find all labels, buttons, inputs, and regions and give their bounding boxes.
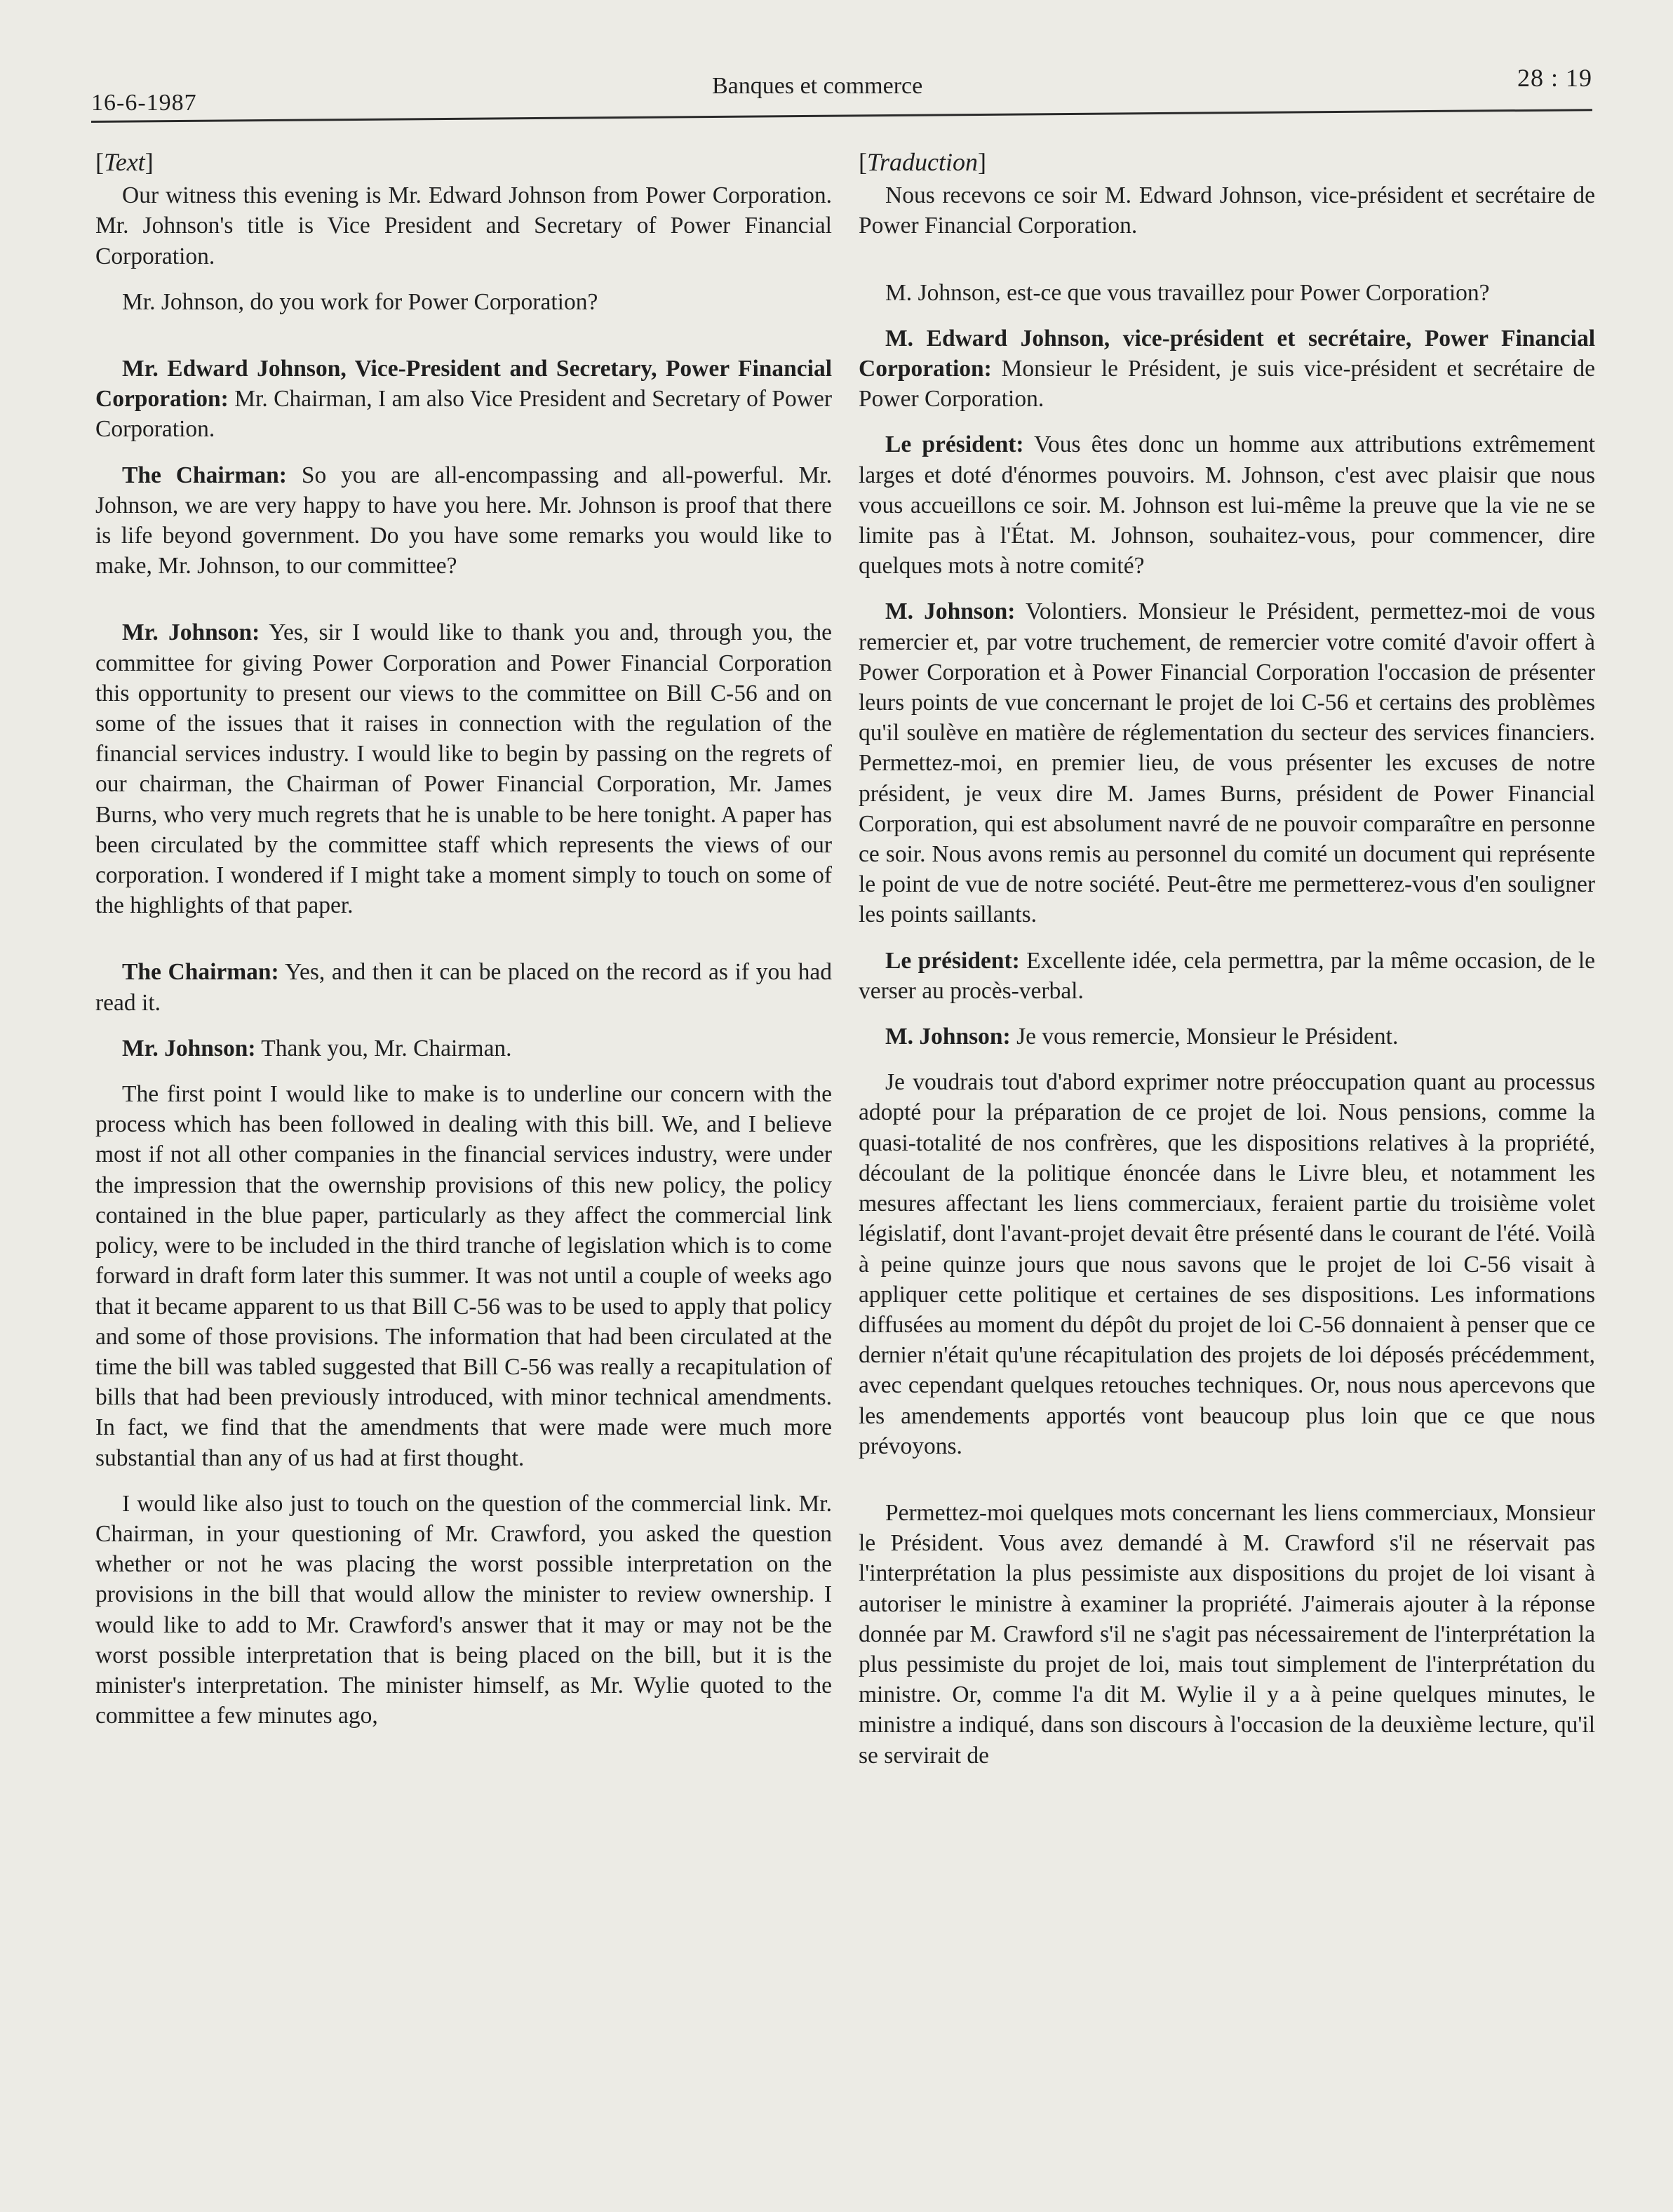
header-title: Banques et commerce: [712, 73, 923, 99]
paragraph: Mr. Johnson, do you work for Power Corporation?: [122, 288, 598, 315]
paragraph: The first point I would like to make is to underline our concern with the process which has been followed in dealing with this bill. We, and I believe most if not all other companies in the financial services industry, were under the impression that the owernship provisions of this new policy, the policy contained in the blue paper, particularly as they affect the commercial link policy, were to be included in the third tranche of legislation which is to come forward in draft form later this summer. It was not until a couple of weeks ago that it became apparent to us that Bill C-56 was to be used to apply that policy and some of those provisions. The information that had been circulated at the time the bill was tabled suggested that Bill C-56 was really a recapitulation of bills that had been previously introduced, with minor technical amendments. In fact, we find that the amendments that were made were much more substantial than any of us had at first thought.: [95, 1081, 832, 1471]
speaker-name: M. Edward Johnson, vice-président et secrétaire, Power Financial Corporation:: [859, 325, 1595, 382]
paragraph: The Chairman: So you are all-encompassing and all-powerful. Mr. Johnson, we are very happy to have you here. Mr. Johnson is proof that there is life beyond government. Do you have some remarks you would like to make, Mr. Johnson, to our committee?: [95, 462, 832, 579]
speaker-name: M. Johnson:: [885, 1024, 1011, 1050]
column-tag-traduction: [Traduction]: [859, 148, 987, 176]
paragraph: Je voudrais tout d'abord exprimer notre préoccupation quant au processus adopté pour la préparation de ce projet de loi. Nous pensions, comme la quasi-totalité de nos confrères, que les dispositions relatives à la propriété, découlant de la politique énoncée dans le Livre bleu, et notamment les mesures affectant les liens commerciaux, feraient partie du troisième volet législatif, dont l'avant-projet devait être présenté dans le courant de l'été. Voilà à peine quinze jours que nous savons que le projet de loi C-56 visait à appliquer cette politique et certaines de ses dispositions. Les informations diffusées au moment du dépôt du projet de loi C-56 donnaient à penser que ce dernier n'était qu'une récapitulation des projets de loi déposés précédemment, avec cependant quelques retouches techniques. Or, nous nous apercevons que les amendements apportés vont beaucoup plus loin que ce que nous prévoyons.: [859, 1069, 1595, 1459]
speaker-name: Le président:: [885, 947, 1020, 974]
column-tag-text: [Text]: [95, 148, 154, 176]
speaker-name: Le président:: [885, 431, 1024, 458]
header-date: 16-6-1987: [91, 90, 197, 116]
paragraph: Mr. Johnson: Yes, sir I would like to thank you and, through you, the committee for giving Power Corporation and Power Financial Corporation this opportunity to present our views to the committee on Bill C-56 and on some of the issues that it raises in connection with the regulation of the financial services industry. I would like to begin by passing on the regrets of our chairman, the Chairman of Power Financial Corporation, Mr. James Burns, who very much regrets that he is unable to be here tonight. A paper has been circulated by the committee staff which represents the views of our corporation. I wondered if I might take a moment simply to touch on some of the highlights of that paper.: [95, 619, 832, 919]
speaker-name: Mr. Johnson:: [122, 1035, 256, 1061]
speaker-name: M. Johnson:: [885, 598, 1016, 625]
speaker-name: The Chairman:: [122, 462, 287, 488]
paragraph: M. Edward Johnson, vice-président et secrétaire, Power Financial Corporation: Monsieur le Président, je suis vice-président et secrétaire de Power Corporation.: [859, 325, 1595, 413]
paragraph: The Chairman: Yes, and then it can be placed on the record as if you had read it.: [95, 959, 832, 1016]
paragraph: Mr. Johnson: Thank you, Mr. Chairman.: [122, 1035, 512, 1061]
paragraph: Le président: Vous êtes donc un homme aux attributions extrêmement larges et doté d'énormes pouvoirs. M. Johnson, c'est avec plaisir que nous vous accueillons ce soir. M. Johnson est lui-même la preuve que la vie ne se limite pas à l'État. M. Johnson, souhaitez-vous, pour commencer, dire quelques mots à notre comité?: [859, 431, 1595, 579]
english-column: [95, 147, 832, 1746]
paragraph: Mr. Edward Johnson, Vice-President and Secretary, Power Financial Corporation: Mr. Chairman, I am also Vice President and Secretary of Power Corporation.: [95, 356, 833, 443]
speaker-name: Mr. Edward Johnson, Vice-President and Secretary, Power Financial Corporation:: [95, 356, 832, 413]
paragraph: Le président: Excellente idée, cela permettra, par la même occasion, de le verser au procès-verbal.: [859, 947, 1595, 1004]
paragraph: M. Johnson, est-ce que vous travaillez pour Power Corporation?: [885, 279, 1490, 306]
paragraph: I would like also just to touch on the question of the commercial link. Mr. Chairman, in your questioning of Mr. Crawford, you asked the question whether or not he was placing the worst possible interpretation on the provisions in the bill that would allow the minister to review ownership. I would like to add to Mr. Crawford's answer that it may or may not be the worst possible interpretation that is being placed on the bill, but it is the minister's interpretation. The minister himself, as Mr. Wylie quoted to the committee a few minutes ago,: [95, 1490, 832, 1729]
header-rule: [91, 109, 1592, 123]
speaker-name: The Chairman:: [122, 959, 279, 986]
paragraph: Nous recevons ce soir M. Edward Johnson, vice-président et secrétaire de Power Financial Corporation.: [859, 182, 1595, 239]
running-header: [91, 63, 1592, 126]
french-column: [859, 147, 1595, 1786]
paragraph: Our witness this evening is Mr. Edward Johnson from Power Corporation. Mr. Johnson's title is Vice President and Secretary of Power Financial Corporation.: [95, 182, 832, 269]
paragraph: M. Johnson: Je vous remercie, Monsieur le Président.: [885, 1024, 1399, 1050]
paragraph: Permettez-moi quelques mots concernant les liens commerciaux, Monsieur le Président. Vous avez demandé à M. Crawford s'il ne réservait pas l'interprétation la plus pessimiste aux dispositions du projet de loi visant à autoriser le ministre à examiner la propriété. J'aimerais ajouter à la réponse donnée par M. Crawford s'il ne s'agit pas nécessairement de l'interprétation la plus pessimiste du projet de loi, mais tout simplement de l'interprétation du ministre. Or, comme l'a dit M. Wylie il y a à peine quelques minutes, le ministre a indiqué, dans son discours à l'occasion de la deuxième lecture, qu'il se servirait de: [859, 1499, 1595, 1769]
speaker-name: Mr. Johnson:: [122, 619, 260, 646]
paragraph: M. Johnson: Volontiers. Monsieur le Président, permettez-moi de vous remercier et, par votre truchement, de remercier votre comité d'avoir offert à Power Corporation et à Power Financial Corporation l'occasion de présenter leurs points de vue concernant le projet de loi C-56 et certains des problèmes qu'il soulève en matière de réglementation du secteur des services financiers. Permettez-moi, en premier lieu, de vous présenter les excuses de notre président, je veux dire M. James Burns, président de Power Financial Corporation, qui est absolument navré de ne pouvoir comparaître en personne ce soir. Nous avons remis au personnel du comité un document qui représente le point de vue de notre société. Peut-être me permetterez-vous d'en souligner les points saillants.: [859, 598, 1595, 928]
page-number: 28 : 19: [1517, 64, 1592, 92]
